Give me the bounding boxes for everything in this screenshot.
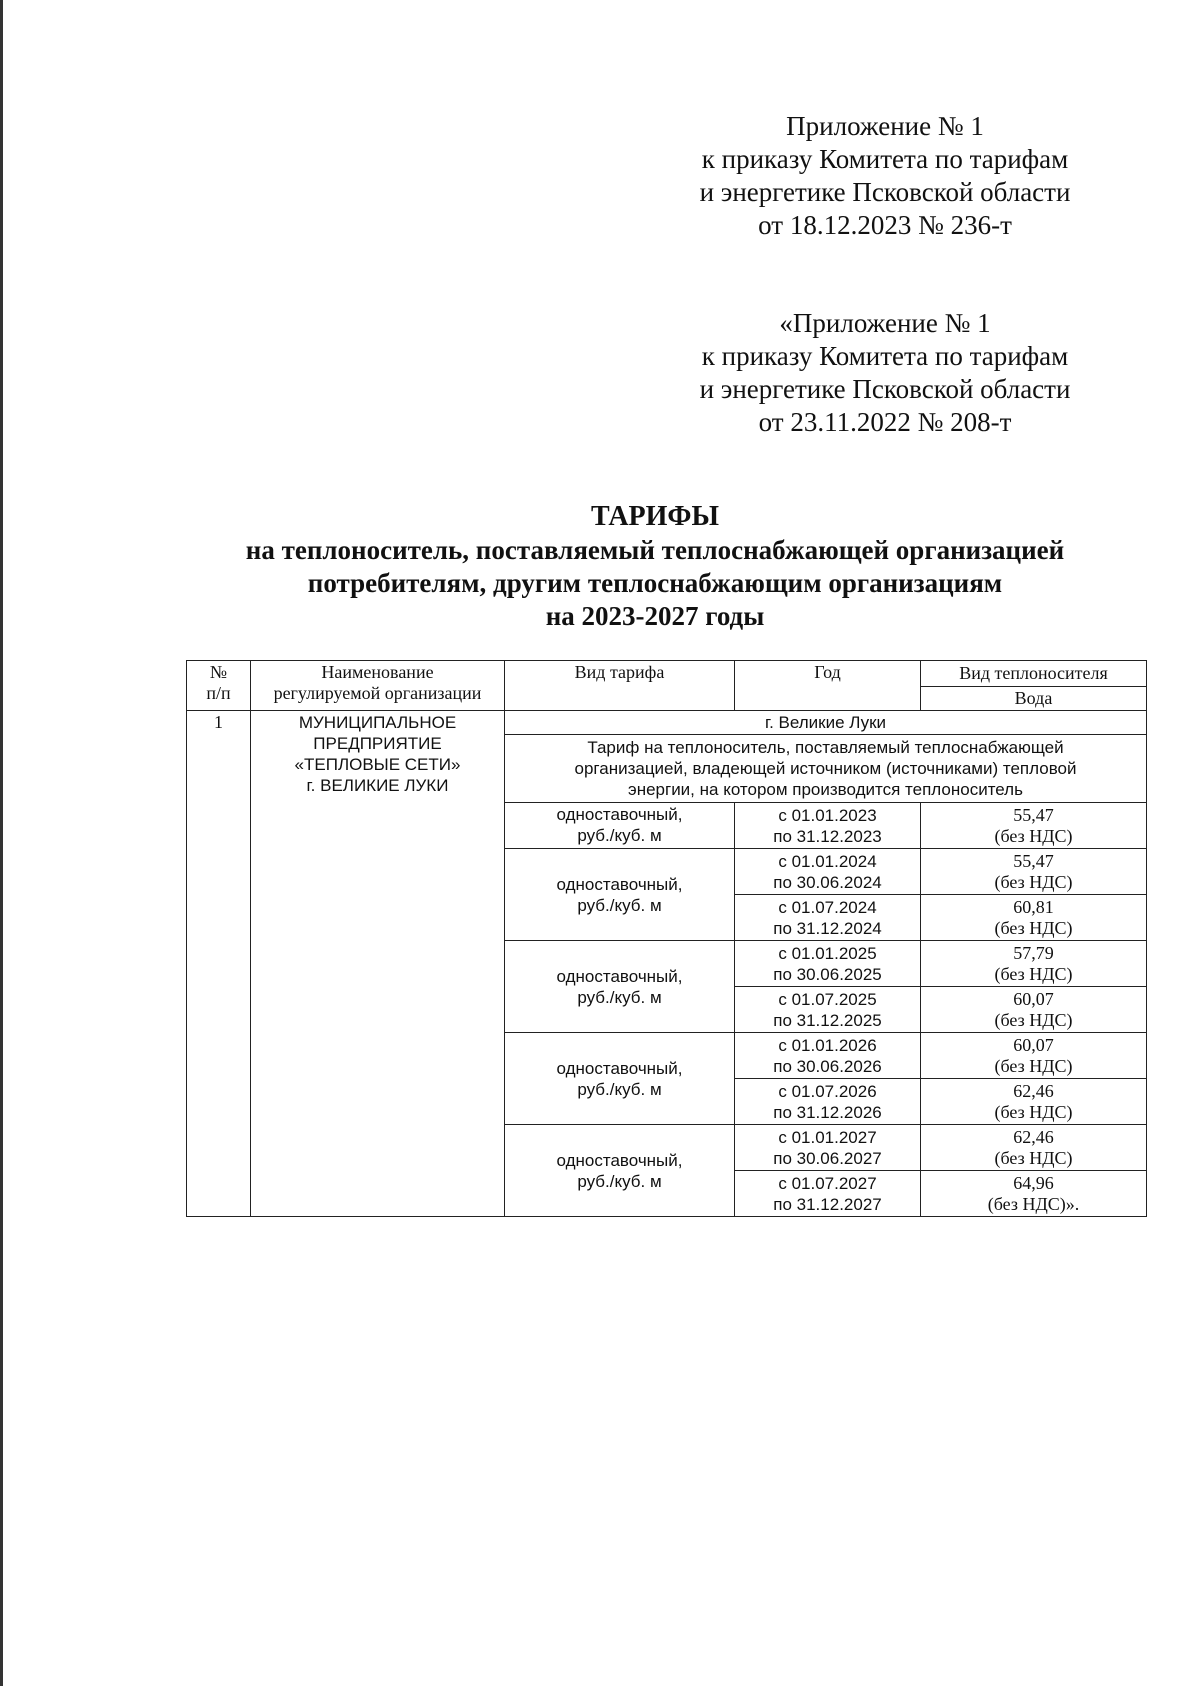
appendix-order-line: к приказу Комитета по тарифам [701,144,1069,174]
tariff-description-cell [505,735,1147,803]
period-from: с 01.07.2025 [778,989,877,1009]
tariff-description-line: Тариф на теплоноситель, поставляемый теплоснабжающей [587,738,1064,757]
period-to: по 31.12.2024 [773,918,882,938]
period-to: по 31.12.2025 [773,1010,882,1030]
organization-name-line: г. ВЕЛИКИЕ ЛУКИ [306,776,449,795]
header-number [187,661,251,711]
table-row [187,711,1147,735]
tariff-type-line: одноставочный, [556,1058,683,1078]
period-from: с 01.01.2026 [778,1035,877,1055]
header-number-line: п/п [206,683,231,703]
tariff-value: 60,07 [1013,988,1054,1009]
tariff-value: 57,79 [1013,942,1054,963]
tariff-vat-note: (без НДС) [994,871,1073,892]
tariff-type-cell [505,1125,735,1217]
organization-name-line: «ТЕПЛОВЫЕ СЕТИ» [294,755,461,774]
appendix-order-line: к приказу Комитета по тарифам [701,341,1069,371]
tariff-vat-note: (без НДС) [994,1147,1073,1168]
document-title: ТАРИФЫ [591,501,719,532]
tariff-type-line: руб./куб. м [577,1171,662,1191]
tariff-value: 55,47 [1013,804,1054,825]
appendix-title: Приложение № 1 [786,111,984,141]
period-from: с 01.07.2024 [778,897,877,917]
period-from: с 01.01.2024 [778,851,877,871]
tariff-type-cell [505,1033,735,1125]
organization-cell [251,711,505,1217]
organization-name-line: МУНИЦИПАЛЬНОЕ [298,713,457,732]
period-from: с 01.07.2026 [778,1081,877,1101]
header-organization-line: Наименование [321,662,434,682]
period-from: с 01.01.2027 [778,1127,877,1147]
period-cell [735,1125,921,1171]
header-carrier-water: Вода [921,687,1147,711]
tariff-value: 55,47 [1013,850,1054,871]
tariff-value: 60,07 [1013,1034,1054,1055]
appendix-title: «Приложение № 1 [779,308,991,338]
organization-name-line: ПРЕДПРИЯТИЕ [313,734,442,753]
tariff-value-cell [921,987,1147,1033]
period-to: по 30.06.2024 [773,872,882,892]
header-tariff-type: Вид тарифа [505,661,735,711]
tariff-value-cell [921,1033,1147,1079]
tariff-type-line: руб./куб. м [577,987,662,1007]
tariff-vat-note: (без НДС) [994,963,1073,984]
tariff-value-cell [921,1171,1147,1217]
tariff-type-cell [505,849,735,941]
table-header-row [187,661,1147,687]
period-to: по 31.12.2027 [773,1194,882,1214]
city-cell: г. Великие Луки [505,711,1147,735]
period-cell [735,1171,921,1217]
tariff-description-line: организацией, владеющей источником (источниками) тепловой [574,759,1077,778]
header-organization [251,661,505,711]
period-to: по 31.12.2023 [773,826,882,846]
tariff-value: 62,46 [1013,1126,1054,1147]
appendix-committee-line: и энергетике Псковской области [699,177,1071,207]
tariff-vat-note: (без НДС) [994,825,1073,846]
period-cell [735,987,921,1033]
tariff-value: 62,46 [1013,1080,1054,1101]
period-cell [735,895,921,941]
tariff-vat-note: (без НДС) [994,1101,1073,1122]
period-cell [735,803,921,849]
appendix-date-line: от 23.11.2022 № 208-т [758,407,1012,437]
tariff-vat-note: (без НДС)». [987,1193,1080,1214]
header-carrier-type: Вид теплоносителя [921,661,1147,687]
tariff-type-line: одноставочный, [556,1150,683,1170]
period-to: по 30.06.2025 [773,964,882,984]
document-title-block [190,500,1120,633]
tariff-value-cell [921,941,1147,987]
tariff-type-line: руб./куб. м [577,895,662,915]
row-number-cell: 1 [187,711,251,1217]
tariff-value-cell [921,1079,1147,1125]
period-cell [735,849,921,895]
tariff-type-line: одноставочный, [556,874,683,894]
header-number-line: № [209,662,228,682]
period-to: по 31.12.2026 [773,1102,882,1122]
tariff-type-line: руб./куб. м [577,826,662,845]
period-from: с 01.01.2023 [778,805,877,825]
appendix-date-line: от 18.12.2023 № 236-т [758,210,1012,240]
tariff-value: 60,81 [1013,896,1054,917]
tariff-type-line: руб./куб. м [577,1079,662,1099]
period-cell [735,941,921,987]
period-to: по 30.06.2027 [773,1148,882,1168]
tariff-vat-note: (без НДС) [994,1055,1073,1076]
document-subtitle-line: на 2023-2027 годы [545,601,765,631]
tariff-type-cell [505,941,735,1033]
tariff-value-cell [921,803,1147,849]
header-year: Год [735,661,921,711]
tariff-type-line: одноставочный, [556,966,683,986]
period-from: с 01.01.2025 [778,943,877,963]
period-to: по 30.06.2026 [773,1056,882,1076]
tariffs-table [186,660,1147,1217]
tariff-vat-note: (без НДС) [994,1009,1073,1030]
appendix-header-previous [680,307,1090,439]
tariff-vat-note: (без НДС) [994,917,1073,938]
period-cell [735,1079,921,1125]
tariff-value-cell [921,895,1147,941]
appendix-header-current [680,110,1090,242]
tariff-value-cell [921,849,1147,895]
tariff-type-cell [505,803,735,849]
tariff-value-cell [921,1125,1147,1171]
appendix-committee-line: и энергетике Псковской области [699,374,1071,404]
period-cell [735,1033,921,1079]
tariff-type-line: одноставочный, [556,805,683,824]
document-subtitle-line: на теплоноситель, поставляемый теплоснабжающей организацией [245,535,1065,565]
page-left-edge [0,0,3,1686]
period-from: с 01.07.2027 [778,1173,877,1193]
tariff-value: 64,96 [1013,1172,1054,1193]
header-organization-line: регулируемой организации [273,683,482,703]
tariff-description-line: энергии, на котором производится теплоноситель [628,780,1023,799]
document-subtitle-line: потребителям, другим теплоснабжающим организациям [307,568,1003,598]
